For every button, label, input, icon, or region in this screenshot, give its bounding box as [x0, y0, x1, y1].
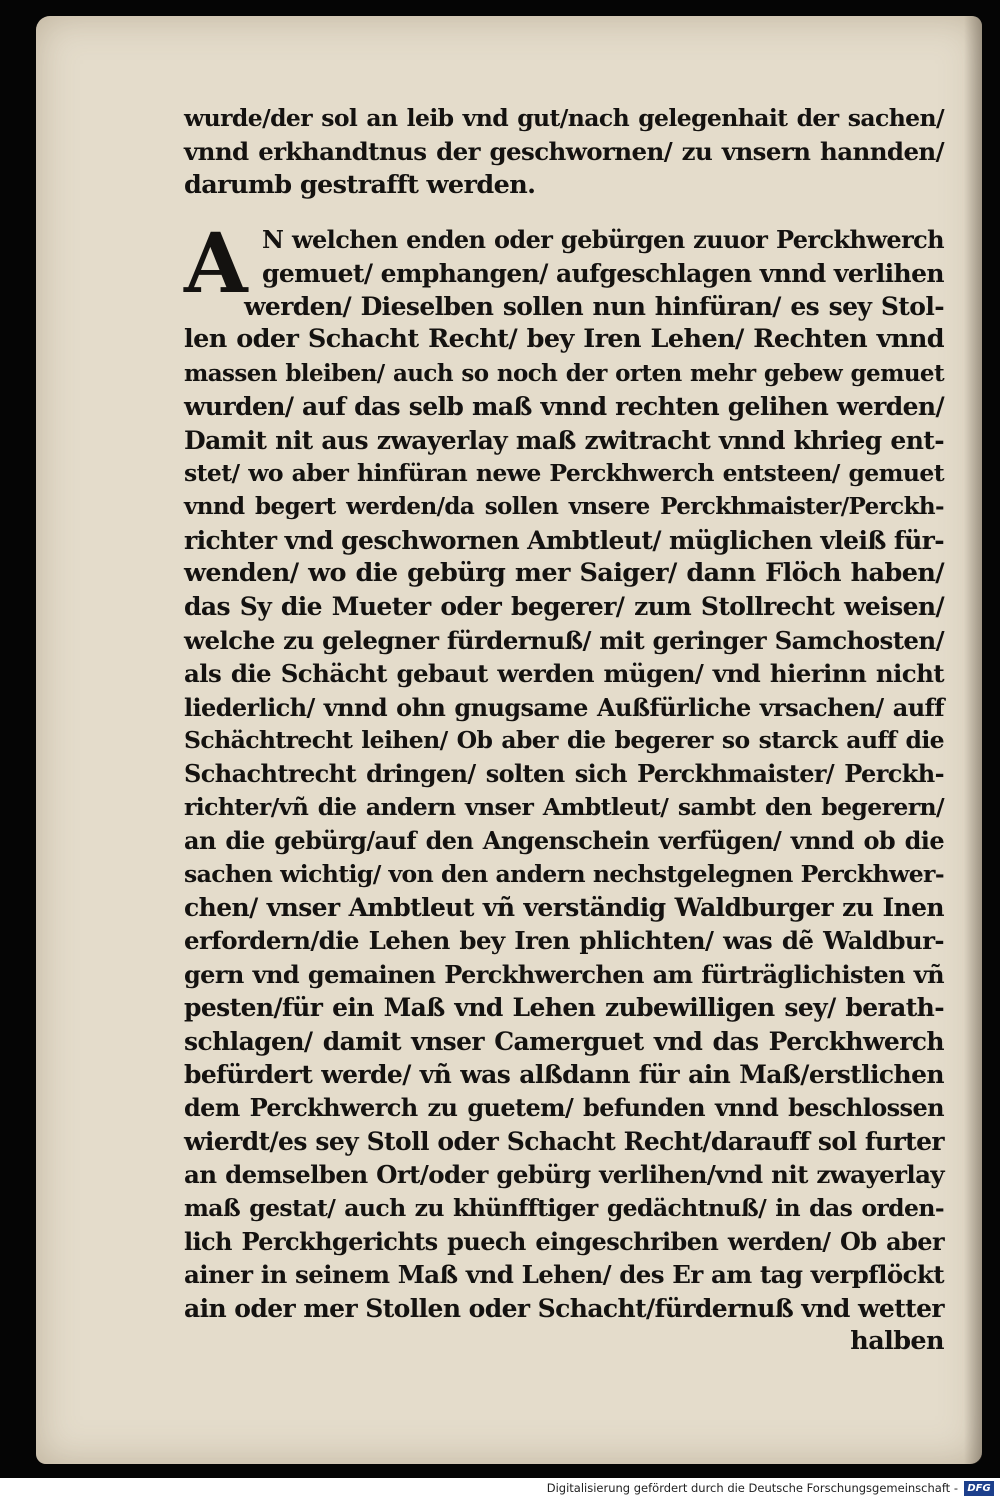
text-line: chen/ vnser Ambtleut vñ verständig Waldburger zu Inen	[184, 892, 944, 922]
text-line: lich Perckhgerichts puech eingeschriben werden/ Ob aber	[184, 1226, 944, 1256]
text-line: wenden/ wo die gebürg mer Saiger/ dann Flöch haben/	[184, 558, 944, 589]
text-line: dem Perckhwerch zu guetem/ befunden vnnd beschlossen	[184, 1093, 944, 1123]
text-line: sachen wichtig/ von den andern nechstgelegnen Perckhwer-	[184, 859, 944, 888]
text-line: liederlich/ vnnd ohn gnugsame Außfürliche vrsachen/ auff	[184, 692, 944, 722]
text-line: vnnd begert werden/da sollen vnsere Perckhmaister/Perckh-	[184, 493, 944, 521]
text-line: befürdert werde/ vñ was alßdann für ain Maß/erstlichen	[184, 1059, 944, 1089]
funding-credit: Digitalisierung gefördert durch die Deutsche Forschungsgemeinschaft -	[546, 1481, 958, 1495]
text-line: richter/vñ die andern vnser Ambtleut/ sambt den begerern/	[184, 792, 944, 821]
text-line: wierdt/es sey Stoll oder Schacht Recht/darauff sol furter	[184, 1126, 944, 1156]
text-line: wurden/ auf das selb maß vnnd rechten gelihen werden/	[184, 392, 944, 422]
catchword: halben	[850, 1326, 944, 1357]
text-line: pesten/für ein Maß vnd Lehen zubewilligen sey/ berath-	[184, 993, 944, 1023]
page-edge-shadow	[964, 16, 982, 1464]
text-line: wurde/der sol an leib vnd gut/nach gelegenhait der sachen/	[184, 104, 944, 132]
text-line: Damit nit aus zwayerlay maß zwitracht vnnd khrieg ent-	[184, 425, 944, 455]
text-line: ain oder mer Stollen oder Schacht/fürdernuß vnd wetter	[184, 1293, 944, 1323]
text-line: werden/ Dieselben sollen nun hinfüran/ es sey Stol-	[244, 291, 944, 321]
text-line: ainer in seinem Maß vnd Lehen/ des Er am tag verpflöckt	[184, 1260, 944, 1290]
text-line: richter vnd geschwornen Ambtleut/ müglichen vleiß für-	[184, 525, 944, 555]
text-line: len oder Schacht Recht/ bey Iren Lehen/ Rechten vnnd	[184, 324, 944, 355]
text-line: vnnd erkhandtnus der geschwornen/ zu vnsern hannden/	[184, 137, 944, 167]
text-line: maß gestat/ auch zu khünfftiger gedächtnuß/ in das orden-	[184, 1193, 944, 1222]
text-line: schlagen/ damit vnser Camerguet vnd das Perckhwerch	[184, 1026, 944, 1056]
text-line: gern vnd gemainen Perckhwerchen am fürträglichisten vñ	[184, 959, 944, 989]
text-line: massen bleiben/ auch so noch der orten mehr gebew gemuet	[184, 359, 944, 387]
text-line: N welchen enden oder gebürgen zuuor Perckhwerch	[262, 225, 944, 255]
text-line: an die gebürg/auf den Angenschein verfügen/ vnnd ob die	[184, 826, 944, 856]
book-page	[36, 16, 982, 1464]
paragraph-1	[184, 102, 944, 202]
paragraph-2	[184, 216, 944, 1358]
text-line: darumb gestrafft werden.	[184, 169, 536, 200]
text-line: das Sy die Mueter oder begerer/ zum Stollrecht weisen/	[184, 592, 944, 622]
text-line: erfordern/die Lehen bey Iren phlichten/ was dẽ Waldbur-	[184, 926, 944, 956]
footer-bar	[0, 1478, 1000, 1500]
text-line: welche zu gelegner fürdernuß/ mit geringer Samchosten/	[184, 625, 944, 655]
body-text	[184, 102, 944, 1358]
dfg-logo: DFG	[964, 1481, 994, 1496]
text-line: an demselben Ort/oder gebürg verlihen/vnd nit zwayerlay	[184, 1160, 944, 1190]
text-line: stet/ wo aber hinfüran newe Perckhwerch entsteen/ gemuet	[184, 458, 944, 487]
text-line: Schachtrecht dringen/ solten sich Perckhmaister/ Perckh-	[184, 759, 944, 789]
text-line: Schächtrecht leihen/ Ob aber die begerer so starck auff die	[184, 726, 944, 755]
text-line: gemuet/ emphangen/ aufgeschlagen vnnd verlihen	[262, 258, 944, 288]
text-line: als die Schächt gebaut werden mügen/ vnd hierinn nicht	[184, 659, 944, 689]
initial-letter: A	[184, 216, 248, 313]
